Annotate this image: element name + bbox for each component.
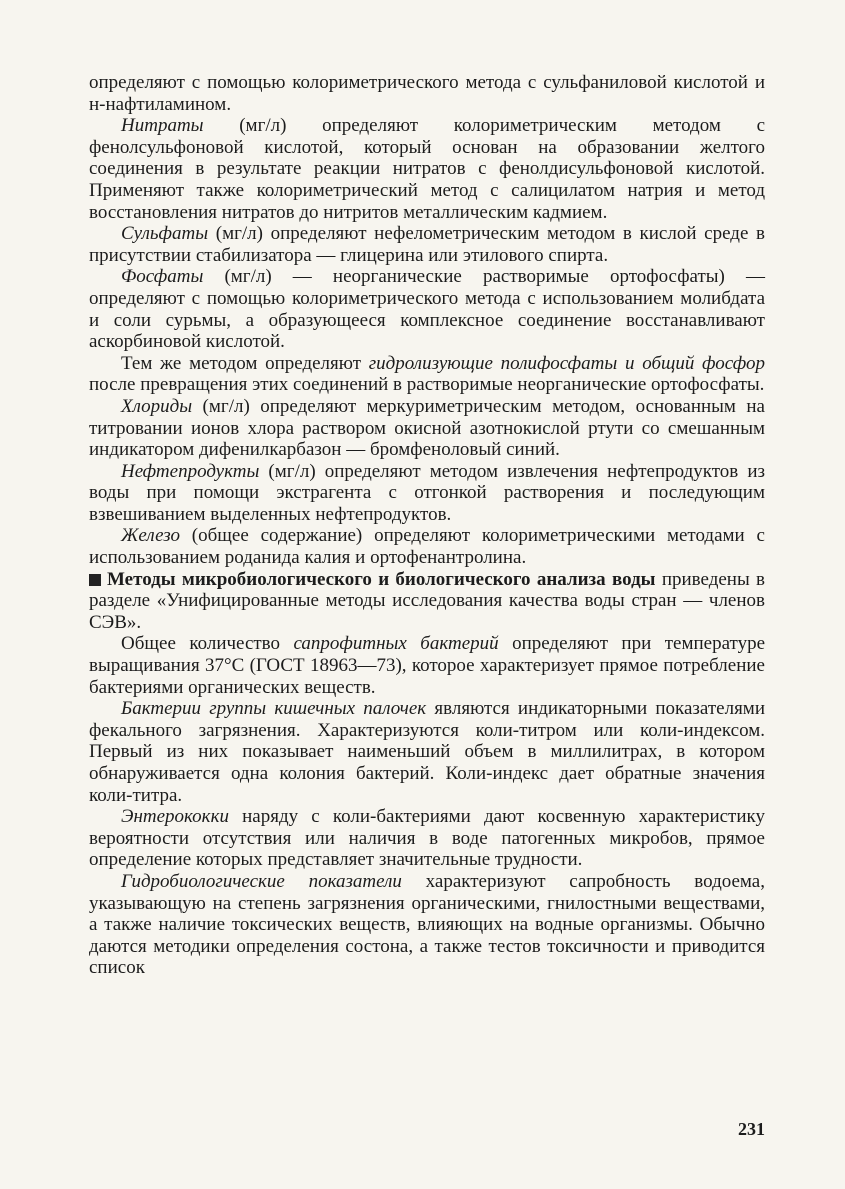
body-text bbox=[89, 72, 765, 979]
term-chlorides: Хлориды bbox=[121, 395, 193, 417]
paragraph-hydrobiology bbox=[89, 871, 765, 979]
paragraph-text: характеризуют сапробность водоема, указывающую на степень загрязнения органическими, гнилостными веществами, а также наличие токсических веществ, влияющих на водные организмы. Обычно даются методики определения состона, а также тестов токсичности и приводится список bbox=[89, 870, 765, 979]
section-heading: Методы микробиологического и биологического анализа воды bbox=[107, 568, 656, 590]
paragraph-text: определяют при температуре выращивания 37°С (ГОСТ 18963—73), которое характеризует прямое потребление бактериями органических веществ. bbox=[89, 633, 765, 698]
paragraph-microbiology-heading bbox=[89, 569, 765, 634]
paragraph-text: после превращения этих соединений в растворимые неорганические ортофосфаты. bbox=[89, 374, 765, 396]
term-saprophytes: сапрофитных бактерий bbox=[293, 633, 499, 655]
paragraph-lead-text: Общее количество bbox=[121, 633, 294, 655]
paragraph-lead-text: Тем же методом определяют bbox=[121, 352, 369, 374]
term-petroleum: Нефтепродукты bbox=[121, 460, 260, 482]
paragraph-text: (мг/л) определяют меркуриметрическим методом, основанным на титровании ионов хлора раствором окисной азотнокислой ртути со смешанным индикатором дифенилкарбазон — бромфеноловый синий. bbox=[89, 395, 765, 461]
term-enterococci: Энтерококки bbox=[121, 806, 229, 828]
paragraph-text: (мг/л) определяют нефелометрическим методом в кислой среде в присутствии стабилизатора — глицерина или этилового спирта. bbox=[89, 223, 765, 266]
paragraph-iron bbox=[89, 525, 765, 568]
paragraph-saprophytes bbox=[89, 633, 765, 698]
term-hydrobiology: Гидробиологические показатели bbox=[121, 870, 402, 892]
paragraph-nitrates bbox=[89, 115, 765, 223]
paragraph-text: (мг/л) — неорганические растворимые ортофосфаты) — определяют с помощью колориметрического метода с использованием молибдата и соли сурьмы, а образующееся комплексное соединение восстанавливают аскорбиновой кислотой. bbox=[89, 266, 765, 353]
paragraph-chlorides bbox=[89, 396, 765, 461]
paragraph-polyphosphates bbox=[89, 353, 765, 396]
paragraph-coliform bbox=[89, 698, 765, 806]
paragraph-sulfates bbox=[89, 223, 765, 266]
paragraph-text: определяют с помощью колориметрического метода с сульфаниловой кислотой и н-нафтиламином. bbox=[89, 72, 765, 115]
term-coliform: Бактерии группы кишечных палочек bbox=[121, 698, 427, 720]
term-polyphosphates: гидролизующие полифосфаты и общий фосфор bbox=[368, 352, 765, 374]
term-phosphates: Фосфаты bbox=[121, 266, 204, 288]
page-number: 231 bbox=[738, 1119, 765, 1139]
square-bullet-icon bbox=[89, 574, 101, 586]
term-sulfates: Сульфаты bbox=[121, 223, 209, 245]
paragraph-phosphates bbox=[89, 266, 765, 352]
paragraph-text: наряду с коли-бактериями дают косвенную характеристику вероятности отсутствия или наличия в воде патогенных микробов, прямое определение которых представляет значительные трудности. bbox=[89, 806, 765, 871]
paragraph-text: (мг/л) определяют колориметрическим методом с фенолсульфоновой кислотой, который основан на образовании желтого соединения в результате реакции нитратов с фенолдисульфоновой кислотой. Применяют также колориметрический метод с салицилатом натрия и метод восстановления нитратов до нитритов металлическим кадмием. bbox=[89, 115, 765, 223]
paragraph-text: приведены в разделе «Унифицированные методы исследования качества воды стран — членов СЭВ». bbox=[89, 568, 765, 633]
term-iron: Железо bbox=[121, 525, 180, 547]
term-nitrates: Нитраты bbox=[121, 115, 204, 137]
paragraph-text: (мг/л) определяют методом извлечения нефтепродуктов из воды при помощи экстрагента с отгонкой растворения и последующим взвешиванием выделенных нефтепродуктов. bbox=[89, 460, 765, 525]
paragraph-enterococci bbox=[89, 806, 765, 871]
paragraph-text: (общее содержание) определяют колориметрическими методами с использованием роданида калия и ортофенантролина. bbox=[89, 525, 765, 569]
paragraph-petroleum bbox=[89, 461, 765, 526]
paragraph-text: являются индикаторными показателями фекального загрязнения. Характеризуются коли-титром или коли-индексом. Первый из них показывает наименьший объем в миллилитрах, в котором обнаруживается одна колония бактерий. Коли-индекс дает обратные значения коли-титра. bbox=[89, 698, 765, 806]
paragraph-continuation bbox=[89, 72, 765, 115]
